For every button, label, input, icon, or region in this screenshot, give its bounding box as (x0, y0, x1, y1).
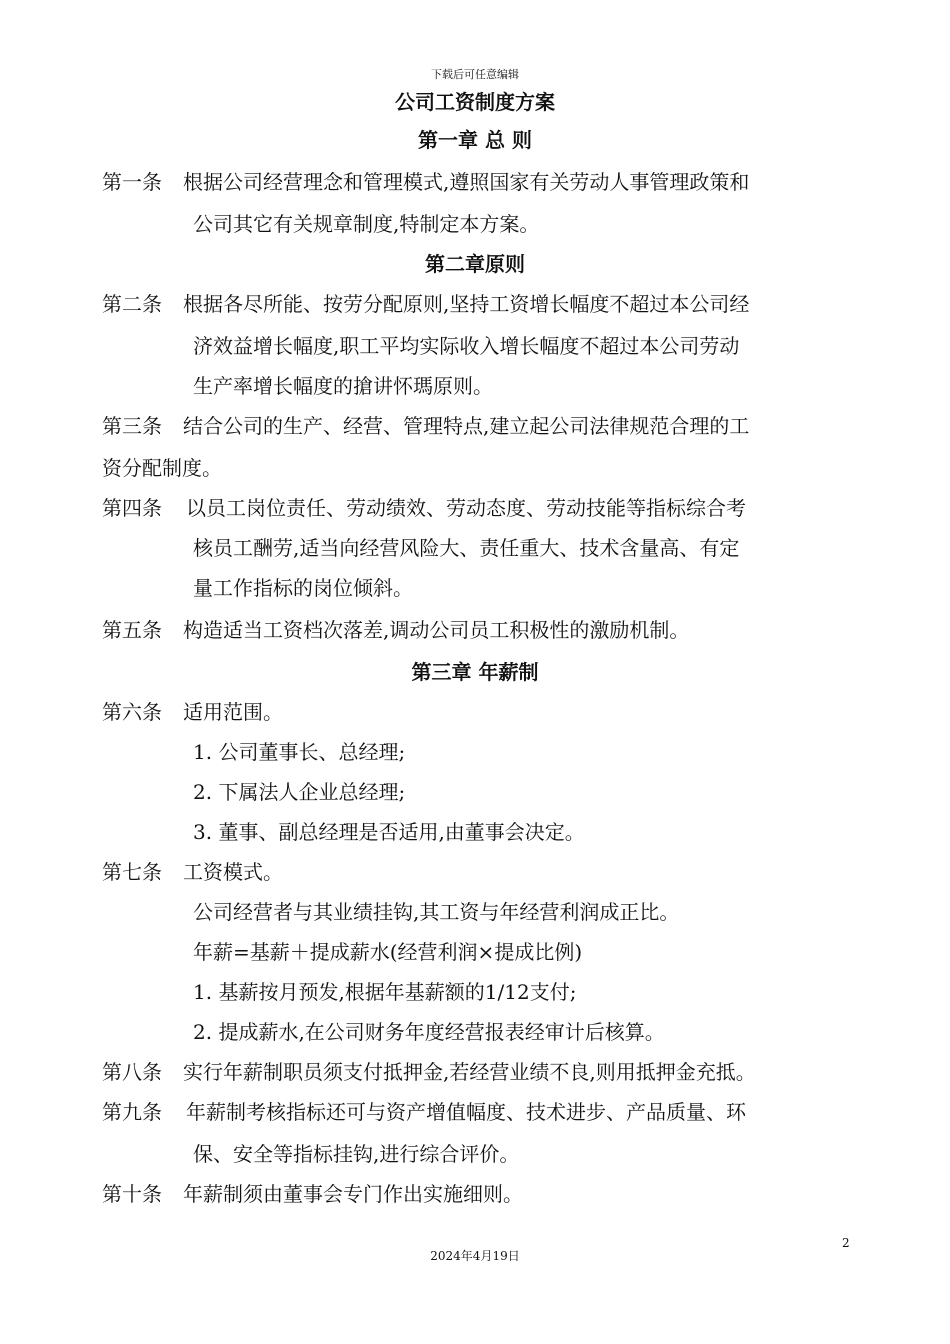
article-1-label: 第一条 (102, 170, 162, 194)
header-note: 下载后可任意编辑 (431, 68, 519, 81)
article-6-line-1: 适用范围。 (183, 700, 283, 724)
document-title: 公司工资制度方案 (395, 90, 555, 114)
article-5-line-1: 构造适当工资档次落差,调动公司员工积极性的激励机制。 (183, 618, 690, 642)
article-7-line-1: 工资模式。 (183, 860, 283, 884)
article-6-label: 第六条 (102, 700, 162, 724)
article-2-label: 第二条 (102, 292, 162, 316)
article-8-line-1: 实行年薪制职员须支付抵押金,若经营业绩不良,则用抵押金充抵。 (183, 1060, 756, 1084)
article-3-label: 第三条 (102, 414, 162, 438)
article-10-line-1: 年薪制须由董事会专门作出实施细则。 (183, 1182, 523, 1206)
page-number: 2 (842, 1236, 850, 1250)
chapter-1-heading: 第一章 总 则 (418, 128, 532, 152)
article-3-line-2: 资分配制度。 (102, 456, 222, 480)
article-4-line-2: 核员工酬劳,适当向经营风险大、责任重大、技术含量高、有定 (193, 536, 740, 560)
article-1-line-1: 根据公司经营理念和管理模式,遵照国家有关劳动人事管理政策和 (183, 170, 750, 194)
article-9-line-2: 保、安全等指标挂钩,进行综合评价。 (193, 1142, 520, 1166)
article-2-line-2: 济效益增长幅度,职工平均实际收入增长幅度不超过本公司劳动 (193, 334, 740, 358)
article-3-line-1: 结合公司的生产、经营、管理特点,建立起公司法律规范合理的工 (183, 414, 750, 438)
article-1-line-2: 公司其它有关规章制度,特制定本方案。 (193, 212, 540, 236)
article-2-line-1: 根据各尽所能、按劳分配原则,坚持工资增长幅度不超过本公司经 (183, 292, 750, 316)
article-4-line-1: 以员工岗位责任、劳动绩效、劳动态度、劳动技能等指标综合考 (186, 496, 746, 520)
article-7-formula: 年薪=基薪＋提成薪水(经营利润×提成比例) (193, 940, 583, 964)
chapter-3-heading: 第三章 年薪制 (411, 660, 539, 684)
article-7-line-2: 公司经营者与其业绩挂钩,其工资与年经营利润成正比。 (193, 900, 680, 924)
article-7-item-1: 1. 基薪按月预发,根据年基薪额的1/12支付; (193, 980, 577, 1004)
article-7-item-2: 2. 提成薪水,在公司财务年度经营报表经审计后核算。 (193, 1020, 665, 1044)
article-10-label: 第十条 (102, 1182, 162, 1206)
article-6-item-1: 1. 公司董事长、总经理; (193, 740, 406, 764)
article-5-label: 第五条 (102, 618, 162, 642)
chapter-2-heading: 第二章原则 (425, 252, 525, 276)
article-4-line-3: 量工作指标的岗位倾斜。 (193, 576, 413, 600)
article-7-label: 第七条 (102, 860, 162, 884)
article-8-label: 第八条 (102, 1060, 162, 1084)
article-9-line-1: 年薪制考核指标还可与资产增值幅度、技术进步、产品质量、环 (186, 1100, 746, 1124)
article-6-item-3: 3. 董事、副总经理是否适用,由董事会决定。 (193, 820, 585, 844)
article-4-label: 第四条 (102, 496, 162, 520)
article-6-item-2: 2. 下属法人企业总经理; (193, 780, 406, 804)
article-9-label: 第九条 (102, 1100, 162, 1124)
article-2-line-3: 生产率增长幅度的搶讲怀瑪原则。 (193, 374, 493, 398)
footer-date: 2024年4月19日 (430, 1249, 520, 1263)
